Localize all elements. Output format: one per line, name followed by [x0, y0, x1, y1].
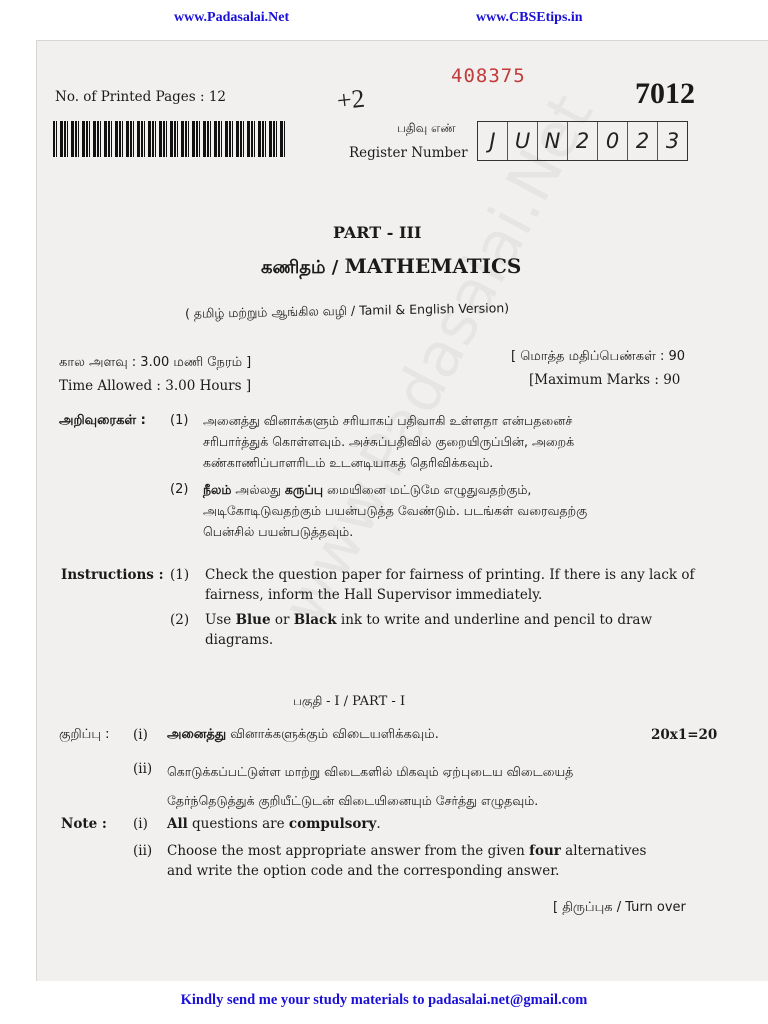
part-title: PART - III: [333, 223, 422, 242]
note-english-ii: Choose the most appropriate answer from the given four alternatives and write the option code and the corresponding answer.: [167, 843, 647, 879]
barcode: [53, 121, 285, 157]
exam-sheet: [36, 40, 768, 981]
note-tamil-ii: கொடுக்கப்பட்டுள்ள மாற்று விடைகளில் மிகவும் ஏற்புடைய விடையைத் தேர்ந்தெடுத்துக் குறியீட்டுடன் விடையினையும் சேர்த்து எழுதவும்.: [167, 764, 574, 808]
note-english-i: All questions are compulsory.: [167, 816, 381, 832]
register-box: 2: [568, 122, 598, 160]
site-links: [0, 8, 768, 30]
cbsetips-link[interactable]: www.CBSEtips.in: [476, 10, 583, 25]
note-item-number: (i): [133, 727, 148, 743]
tamil-instructions-label: அறிவுரைகள் :: [59, 413, 146, 428]
turn-over: [ திருப்புக / Turn over: [553, 900, 686, 915]
note-label: Note :: [61, 816, 107, 832]
register-box: N: [538, 122, 568, 160]
version-line: ( தமிழ் மற்றும் ஆங்கில வழி / Tamil & English Version): [184, 300, 510, 321]
note-item-number: (i): [133, 816, 148, 832]
section-marks: 20x1=20: [651, 727, 718, 743]
instruction-2: Use Blue or Black ink to write and underline and pencil to draw diagrams.: [205, 612, 653, 648]
padasalai-link[interactable]: www.Padasalai.Net: [174, 10, 290, 25]
register-label: Register Number: [349, 145, 468, 161]
instruction-1: Check the question paper for fairness of printing. If there is any lack of fairness, inform the Hall Supervisor immediately.: [205, 567, 695, 603]
register-box: U: [508, 122, 538, 160]
note-item-number: (ii): [133, 843, 153, 859]
instruction-number: (1): [170, 567, 190, 583]
register-label-tamil: பதிவு எண்: [397, 121, 456, 135]
subject-title: [261, 254, 521, 280]
note-tamil-label: குறிப்பு :: [59, 727, 110, 742]
time-tamil: கால அளவு : 3.00 மணி நேரம் ]: [59, 355, 252, 370]
marks-tamil: [ மொத்த மதிப்பெண்கள் : 90: [511, 349, 685, 364]
note-tamil-i: அனைத்து வினாக்களுக்கும் விடையளிக்கவும்.: [167, 727, 439, 742]
note-item-number: (ii): [133, 761, 153, 777]
part-one-heading: பகுதி - I / PART - I: [293, 694, 406, 709]
instructions-label: Instructions :: [61, 567, 164, 583]
subject-english: MATHEMATICS: [344, 254, 522, 278]
register-box: J: [478, 122, 508, 160]
register-box: 2: [628, 122, 658, 160]
tamil-item-number: (2): [170, 482, 189, 497]
serial-number: 408375: [451, 65, 526, 87]
plus-two-mark: +2: [335, 83, 367, 116]
tamil-instruction-2: நீலம் அல்லது கருப்பு மையினை மட்டுமே எழுதுவதற்கும், அடிகோடிடுவதற்கும் பயன்படுத்த வேண்டும். படங்கள் வரைவதற்கு பென்சில் பயன்படுத்தவும்.: [203, 482, 588, 539]
register-box: 0: [598, 122, 628, 160]
printed-pages: No. of Printed Pages : 12: [55, 89, 226, 105]
marks-english: [Maximum Marks : 90: [529, 372, 681, 388]
tamil-item-number: (1): [170, 413, 189, 428]
register-number-boxes: [477, 121, 688, 161]
instruction-number: (2): [170, 612, 190, 628]
time-english: Time Allowed : 3.00 Hours ]: [59, 378, 252, 394]
footer-contact[interactable]: Kindly send me your study materials to padasalai.net@gmail.com: [180, 992, 588, 1008]
register-box: 3: [665, 129, 680, 153]
paper-code: 7012: [635, 77, 695, 110]
subject-tamil: கணிதம் /: [261, 257, 345, 278]
tamil-instruction-1: அனைத்து வினாக்களும் சரியாகப் பதிவாகி உள்ளதா என்பதனைச் சரிபார்த்துக் கொள்ளவும். அச்சுப்பதிவில் குறையிருப்பின், அறைக் கண்காணிப்பாளரிடம் உடனடியாகத் தெரிவிக்கவும்.: [203, 413, 575, 470]
